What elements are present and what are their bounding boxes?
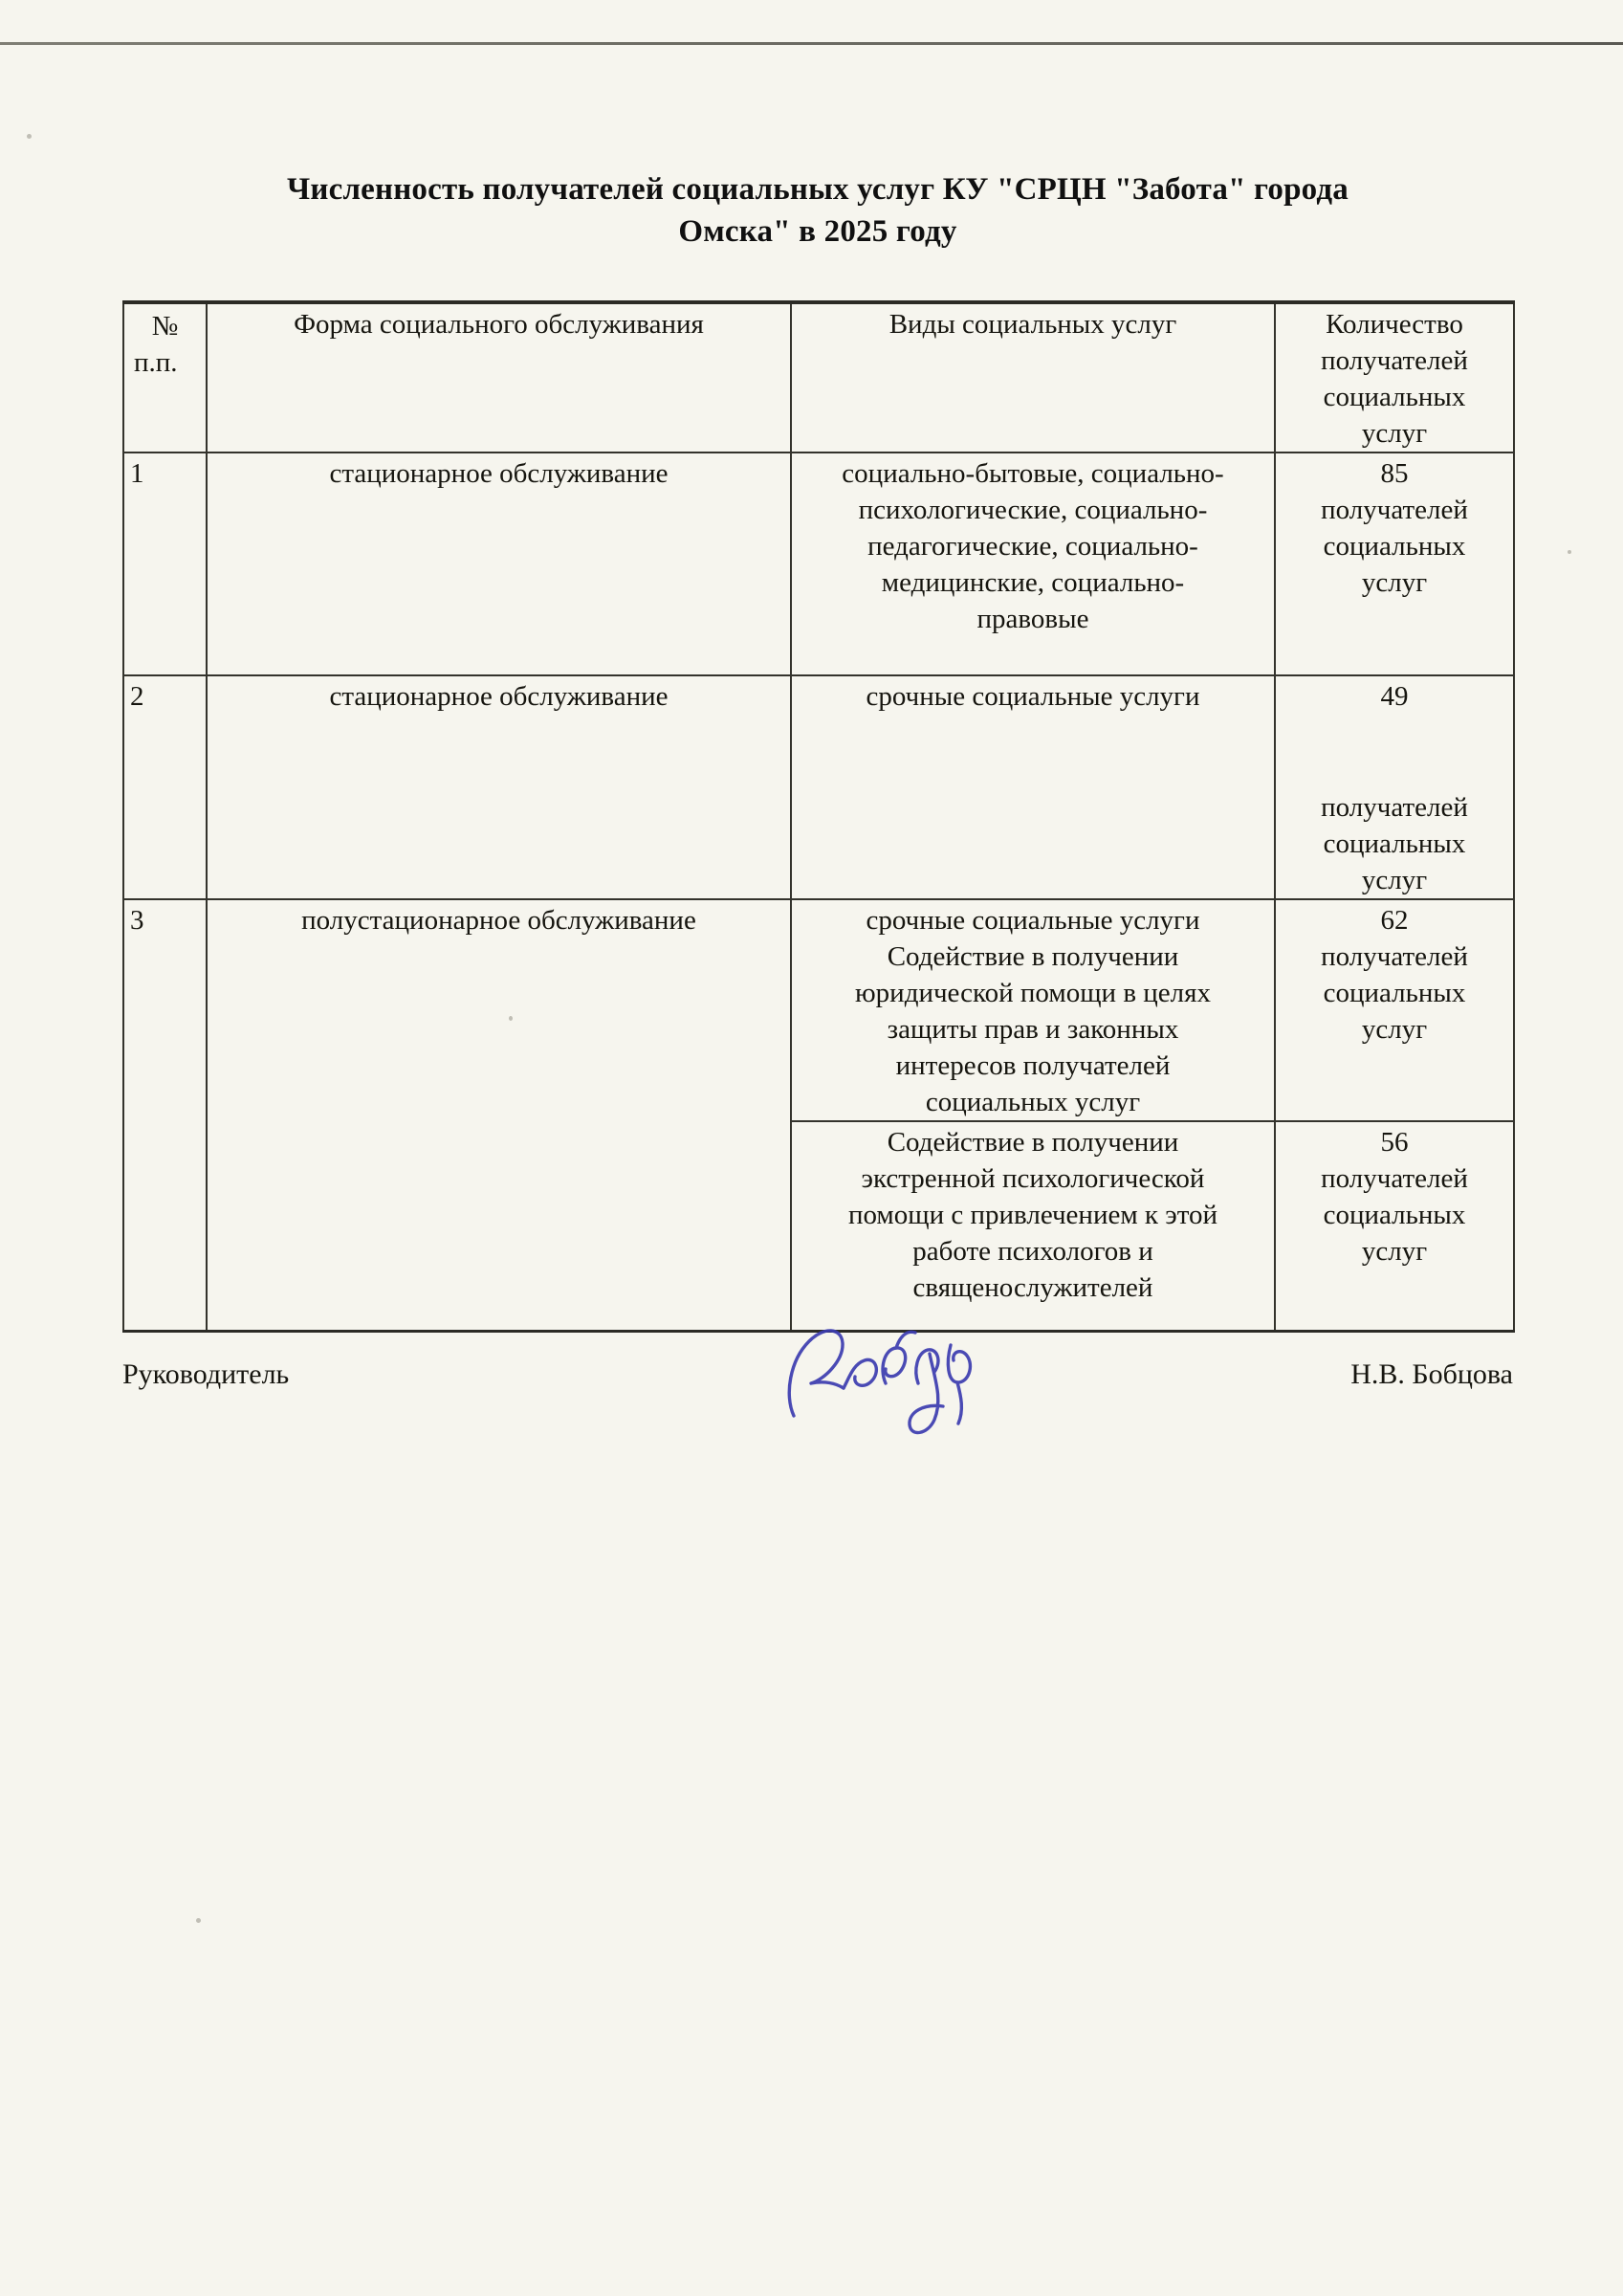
row2-services — [791, 675, 1275, 899]
row3-form: полустационарное обслуживание — [207, 899, 791, 1331]
service-line: социально-бытовые, социально- — [842, 458, 1224, 489]
table-row — [123, 675, 1514, 899]
row2-number: 2 — [123, 675, 207, 899]
header-number-abbrev: п.п. — [134, 347, 178, 378]
service-line: священослужителей — [912, 1272, 1153, 1303]
service-line: помощи с привлечением к этой — [847, 1200, 1218, 1230]
count-label-line: получателей — [1321, 792, 1468, 823]
service-line: работе психологов и — [912, 1236, 1153, 1267]
count-value: 85 — [1380, 458, 1409, 489]
scan-speck — [27, 134, 32, 139]
header-cell-count — [1275, 302, 1514, 453]
header-cell-services: Виды социальных услуг — [791, 302, 1275, 453]
count-label-line: услуг — [1361, 567, 1428, 598]
count-label-line: социальных — [1323, 1200, 1466, 1230]
service-line: защиты прав и законных — [887, 1014, 1179, 1045]
header-count-line: социальных — [1323, 382, 1466, 412]
service-line: срочные социальные услуги — [866, 905, 1200, 936]
service-line: Содействие в получении — [887, 1127, 1179, 1158]
row1-form: стационарное обслуживание — [207, 453, 791, 675]
service-line: юридической помощи в целях — [855, 978, 1211, 1008]
service-line: медицинские, социально- — [881, 567, 1185, 598]
header-count-line: Количество — [1326, 309, 1463, 340]
table-row — [123, 899, 1514, 1121]
row2-form: стационарное обслуживание — [207, 675, 791, 899]
service-line: педагогические, социально- — [867, 531, 1198, 562]
signature-block — [122, 1358, 1513, 1391]
count-value: 49 — [1380, 681, 1409, 712]
document-title — [122, 168, 1513, 253]
title-line-2: Омска" в 2025 году — [678, 214, 957, 249]
table-header-row — [123, 302, 1514, 453]
service-line: интересов получателей — [895, 1050, 1171, 1081]
row3-services — [791, 899, 1275, 1121]
scan-speck — [196, 1918, 201, 1923]
header-cell-form: Форма социального обслуживания — [207, 302, 791, 453]
row1-services — [791, 453, 1275, 675]
row3b-services — [791, 1121, 1275, 1331]
row3-number: 3 — [123, 899, 207, 1331]
row3-count — [1275, 899, 1514, 1121]
signer-name: Н.В. Бобцова — [1350, 1358, 1513, 1390]
row2-count — [1275, 675, 1514, 899]
count-value: 56 — [1380, 1127, 1409, 1158]
row1-count — [1275, 453, 1514, 675]
count-label-line: социальных — [1323, 978, 1466, 1008]
scanner-artifact-line — [0, 42, 1623, 45]
scan-speck — [1568, 550, 1571, 554]
count-label-line: социальных — [1323, 828, 1466, 859]
count-label-line: получателей — [1321, 941, 1468, 972]
count-value: 62 — [1380, 905, 1409, 936]
service-line: правовые — [976, 604, 1089, 634]
header-cell-number — [123, 302, 207, 453]
count-label-line: получателей — [1321, 495, 1468, 525]
row1-number: 1 — [123, 453, 207, 675]
count-label-line: социальных — [1323, 531, 1466, 562]
service-line: экстренной психологической — [861, 1163, 1205, 1194]
service-line: психологические, социально- — [858, 495, 1208, 525]
header-count-line: услуг — [1361, 418, 1428, 449]
count-label-line: услуг — [1361, 1014, 1428, 1045]
count-label-line: услуг — [1361, 1236, 1428, 1267]
title-line-1: Численность получателей социальных услуг КУ "СРЦН "Забота" города — [286, 172, 1349, 207]
header-number-sign: № — [151, 311, 179, 342]
service-line: срочные социальные услуги — [866, 681, 1200, 712]
table-row — [123, 453, 1514, 675]
header-count-line: получателей — [1321, 345, 1468, 376]
count-label-line: получателей — [1321, 1163, 1468, 1194]
row3b-count — [1275, 1121, 1514, 1331]
service-line: социальных услуг — [925, 1087, 1141, 1117]
count-label-line: услуг — [1361, 865, 1428, 895]
footer-role-label: Руководитель — [122, 1358, 290, 1390]
service-line: Содействие в получении — [887, 941, 1179, 972]
recipients-table — [122, 300, 1515, 1333]
